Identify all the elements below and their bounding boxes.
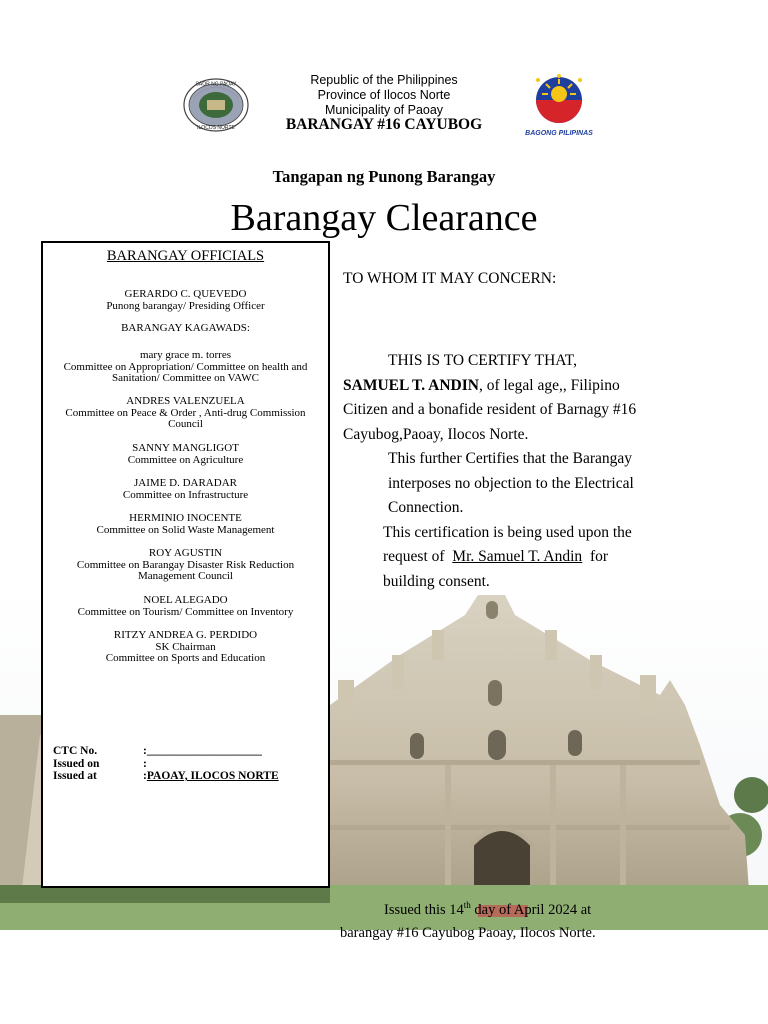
official-entry: SANNY MANGLIGOT Committee on Agriculture	[127, 442, 244, 466]
sk-chairman-entry: RITZY ANDREA G. PERDIDO SK Chairman Committee on Sports and Education	[105, 629, 266, 664]
further-paragraph: This further Certifies that the Barangay interposes no objection to the Electrical Connection.	[388, 450, 634, 516]
kagawads-heading: BARANGAY KAGAWADS:	[121, 322, 250, 334]
official-entry: ANDRES VALENZUELA Committee on Peace & Order , Anti-drug Commission Council	[65, 395, 306, 430]
issued-on-value: :	[143, 757, 147, 770]
ctc-no-label: CTC No.	[53, 745, 98, 757]
header-republic: Republic of the Philippines	[310, 73, 458, 87]
official-entry: mary grace m. torres Committee on Appropriation/ Committee on health and Sanitation/ Committee on VAWC	[63, 349, 308, 384]
official-entry: ROY AGUSTIN Committee on Barangay Disaster Risk Reduction Management Council	[76, 547, 295, 582]
official-entry: NOEL ALEGADO Committee on Tourism/ Committee on Inventory	[77, 594, 294, 618]
office-name: Tangapan ng Punong Barangay	[272, 167, 496, 186]
officials-heading: BARANGAY OFFICIALS	[106, 248, 265, 264]
officials-panel	[41, 241, 330, 888]
issued-at-value: PAOAY, ILOCOS NORTE	[146, 770, 279, 782]
certify-line: THIS IS TO CERTIFY THAT,	[388, 352, 577, 369]
issuance-statement: Issued this 14th day of April 2024 at barangay #16 Cayubog Paoay, Ilocos Norte.	[340, 900, 596, 941]
captain-entry	[49, 289, 322, 312]
requester-name: Mr. Samuel T. Andin	[452, 548, 583, 565]
resident-paragraph: SAMUEL T. ANDIN, of legal age,, Filipino Citizen and a bonafide resident of Barnagy #16 Cayubog,Paoay, Ilocos Norte.	[343, 376, 637, 443]
usage-paragraph: This certification is being used upon the request of Mr. Samuel T. Andin for building consent.	[383, 523, 632, 590]
header-province: Province of Ilocos Norte	[317, 88, 451, 102]
svg-text:BAGONG PILIPINAS: BAGONG PILIPINAS	[525, 130, 593, 137]
issued-at-label: Issued at	[53, 770, 97, 782]
barangay-seal-icon	[183, 78, 249, 132]
svg-text:ILOCOS NORTE: ILOCOS NORTE	[197, 125, 235, 131]
header-municipality: Municipality of Paoay	[324, 103, 444, 117]
captain-role: Punong barangay/ Presiding Officer	[106, 299, 265, 312]
official-entry: JAIME D. DARADAR Committee on Infrastructure	[122, 477, 249, 501]
official-entry: HERMINIO INOCENTE Committee on Solid Waste Management	[96, 512, 275, 536]
header-barangay: BARANGAY #16 CAYUBOG	[285, 116, 483, 133]
certified-name: SAMUEL T. ANDIN	[343, 376, 479, 394]
salutation: TO WHOM IT MAY CONCERN:	[343, 270, 557, 287]
ctc-details: CTC No. :____________________ Issued on : Issued at : PAOAY, ILOCOS NORTE	[53, 745, 279, 782]
bagong-pilipinas-logo-icon	[520, 74, 598, 138]
svg-text:SAOR NG PAOAY: SAOR NG PAOAY	[195, 81, 237, 88]
ctc-no-value: :____________________	[143, 745, 262, 757]
captain-name: GERARDO C. QUEVEDO	[124, 288, 247, 300]
document-title: Barangay Clearance	[230, 197, 538, 239]
issued-on-label: Issued on	[53, 757, 100, 770]
certification-body	[343, 349, 663, 594]
